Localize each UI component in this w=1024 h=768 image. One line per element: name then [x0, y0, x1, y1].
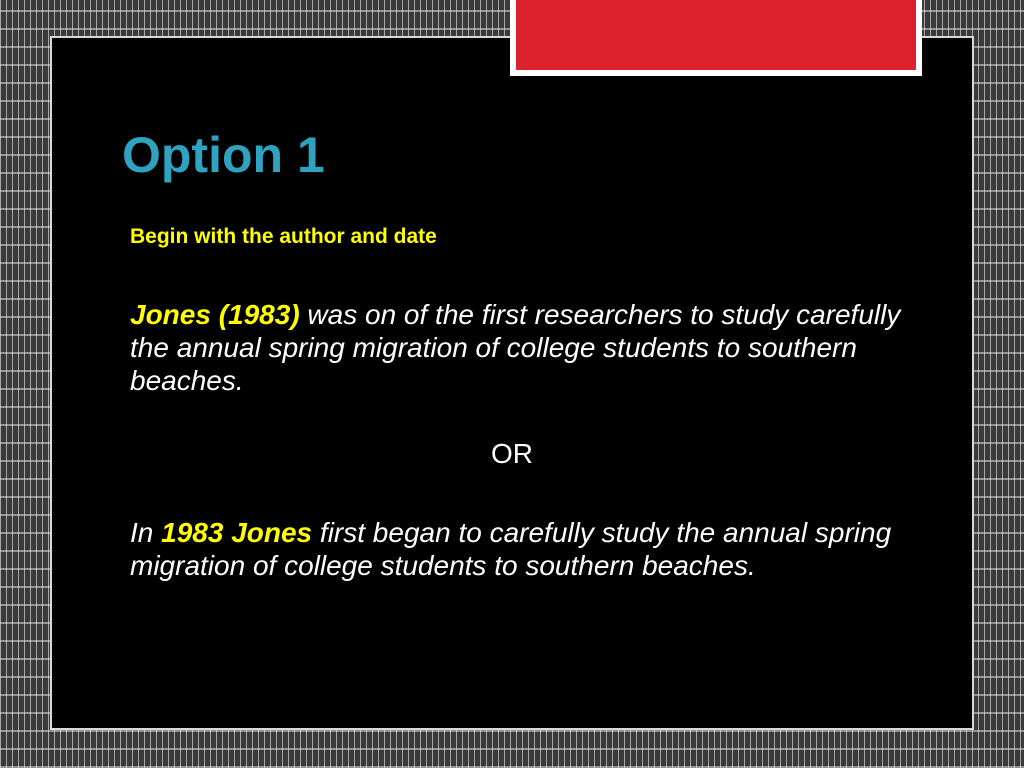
separator-text: OR [491, 438, 533, 469]
example-paragraph-2 [130, 516, 910, 582]
example-2-prefix: In [130, 517, 162, 548]
slide-title: Option 1 [122, 127, 325, 183]
example-1-text: was on of the first researchers to study carefully the annual spring migration of college students to southern beaches. [130, 299, 901, 396]
accent-bar-fill [516, 0, 916, 70]
example-1-highlight: Jones (1983) [130, 299, 300, 330]
example-2-highlight: 1983 Jones [161, 517, 313, 548]
example-2-text: first began to carefully study the annual spring migration of college students to southern beaches. [130, 517, 892, 581]
slide-subtitle: Begin with the author and date [130, 225, 437, 248]
accent-bar [510, 0, 922, 76]
example-paragraph-1 [130, 298, 910, 397]
